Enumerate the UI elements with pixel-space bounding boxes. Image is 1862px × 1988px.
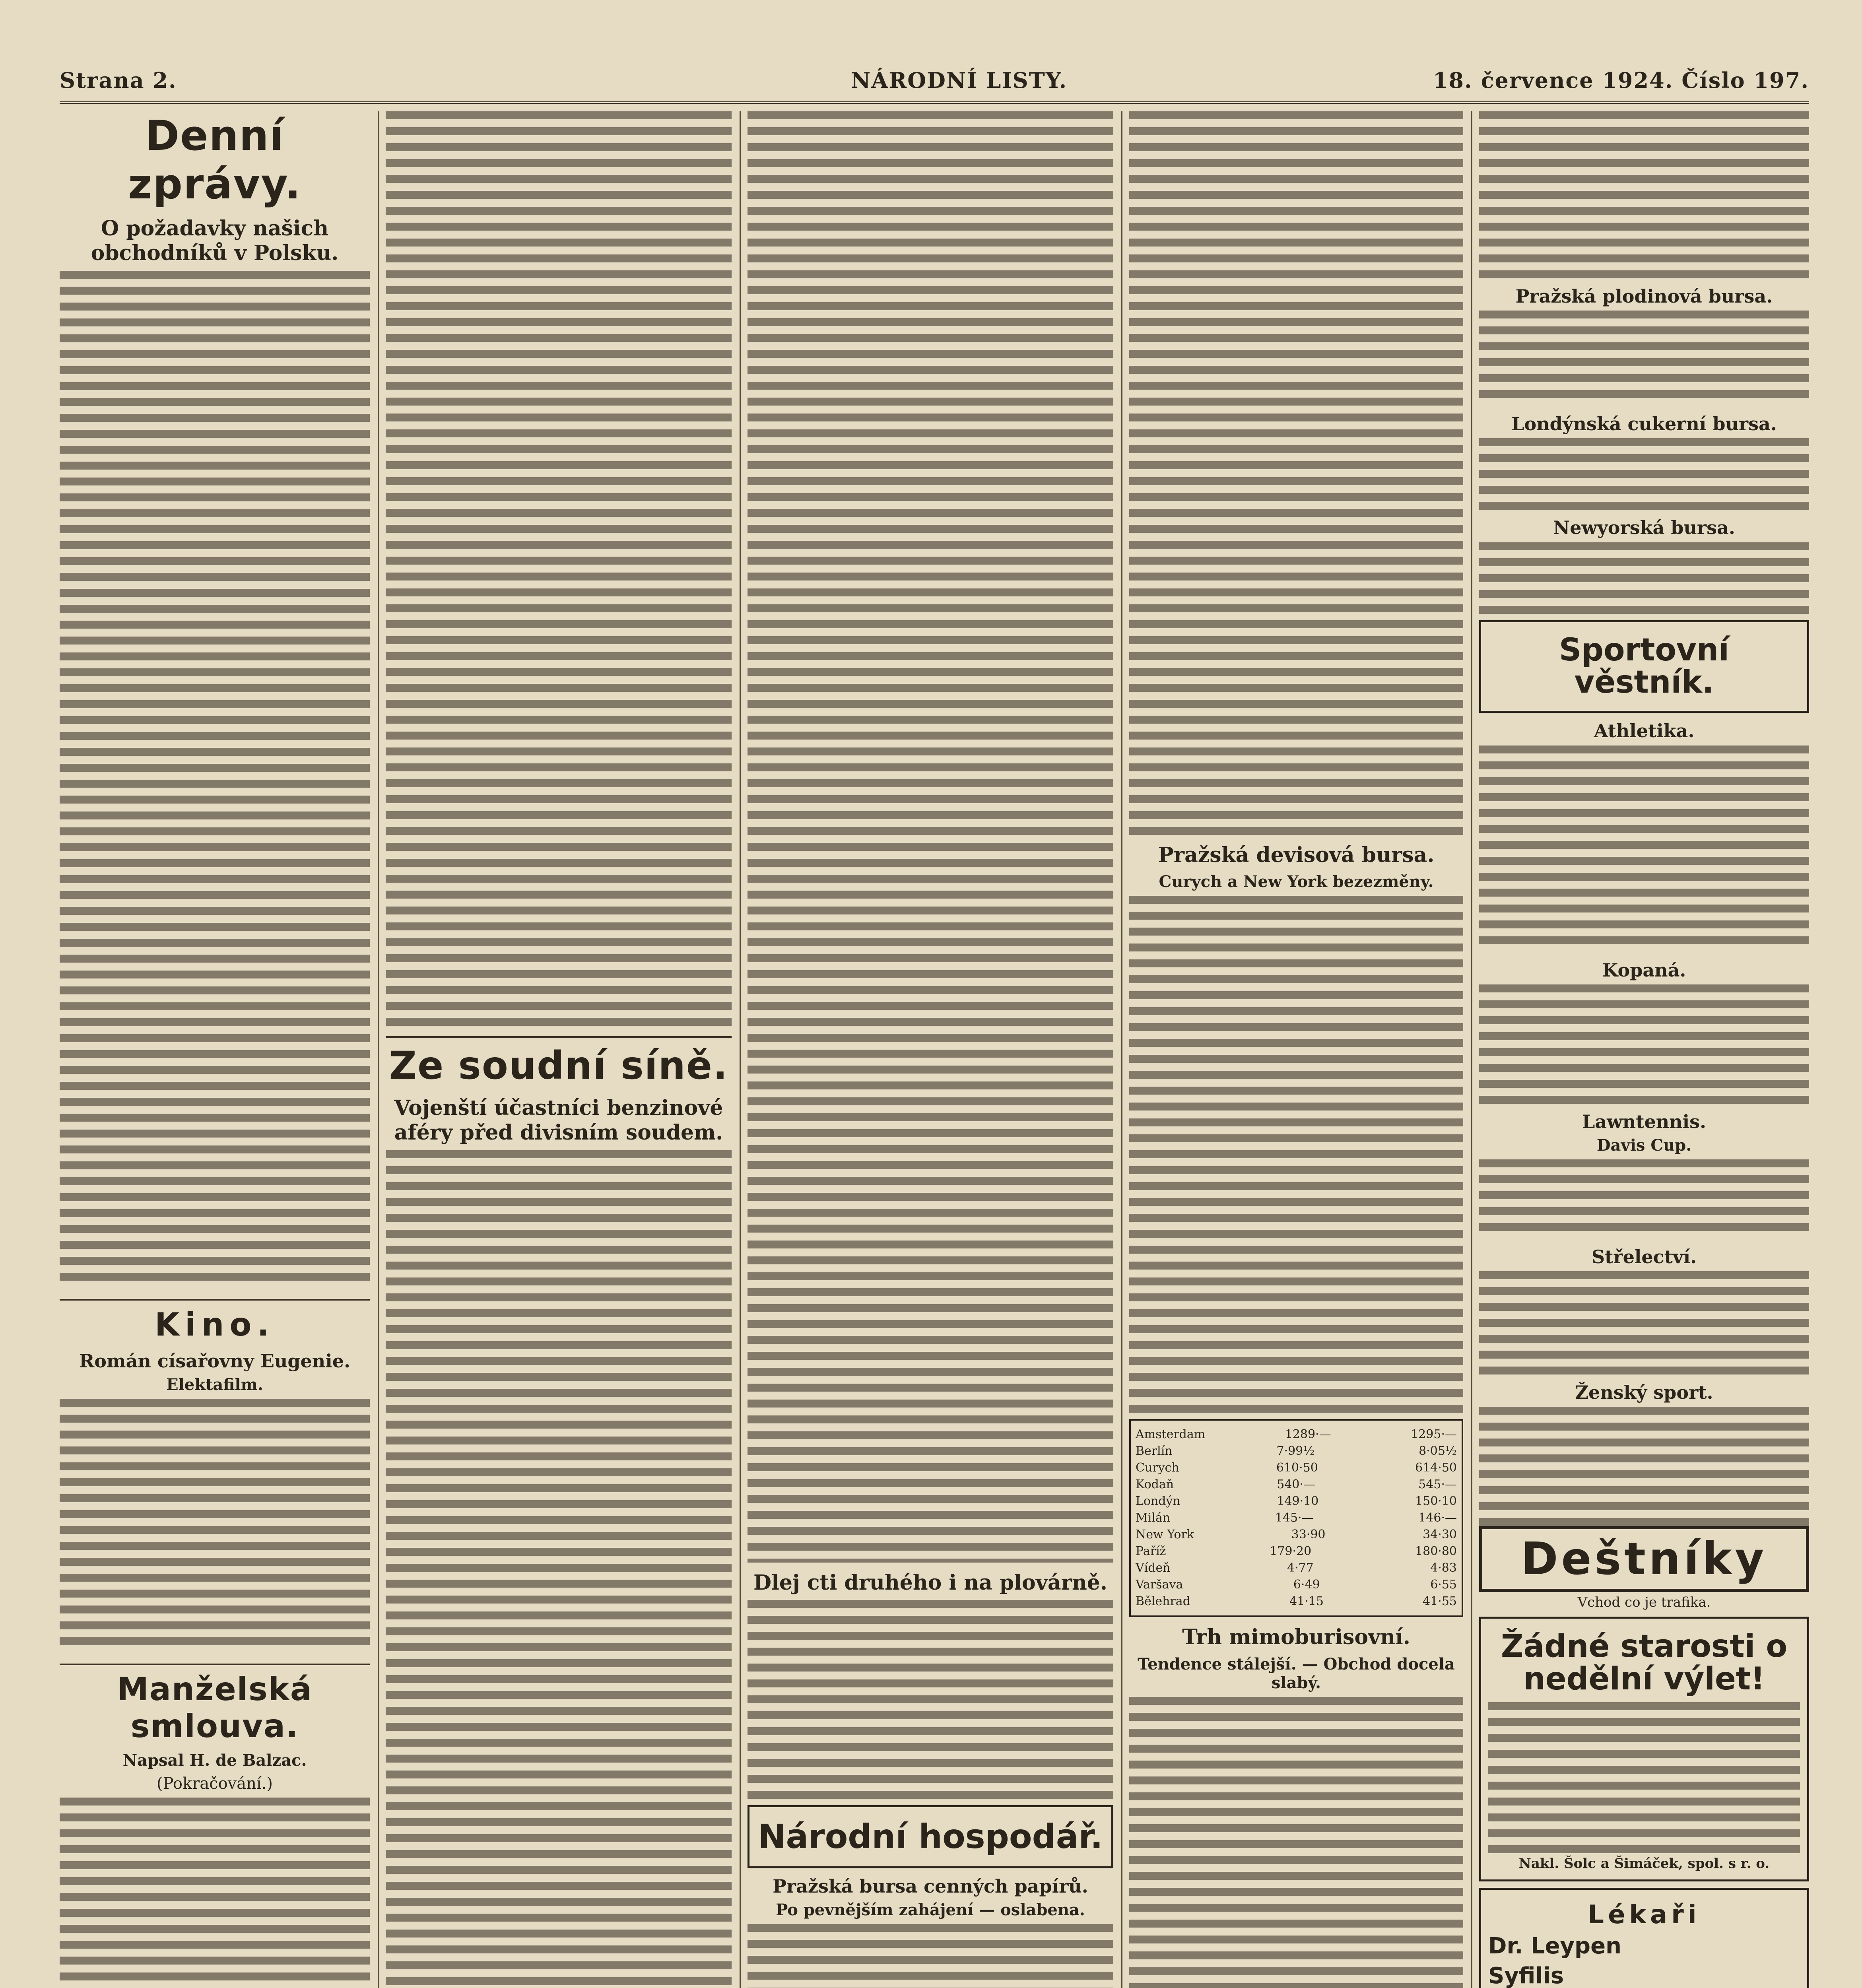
doctors-headline: Lékaři: [1588, 1900, 1701, 1930]
currency-name: New York: [1136, 1528, 1194, 1542]
advert-trip-box: [1479, 1617, 1809, 1881]
section-title-sport: Sportovní věstník.: [1559, 632, 1730, 701]
currency-row: [1131, 1560, 1462, 1576]
currency-sell: 34·30: [1423, 1528, 1457, 1542]
advert-umbrellas-tagline: Vchod co je trafika.: [1577, 1594, 1711, 1611]
economy-header-box: [748, 1805, 1113, 1868]
football-headline: Kopaná.: [1602, 959, 1686, 981]
doctor-syphilis: Syfilis: [1488, 1963, 1564, 1988]
currency-buy: 7·99½: [1276, 1444, 1315, 1458]
currency-name: Varšava: [1136, 1578, 1183, 1592]
bourse-subheadline: Po pevnějším zahájení — oslabena.: [776, 1900, 1085, 1919]
article-headline-swimming: Dlej cti druhého i na plovárně.: [753, 1571, 1107, 1595]
doctors-box: [1479, 1888, 1809, 1988]
feuilleton-author: Napsal H. de Balzac.: [122, 1751, 307, 1770]
offexchange-subheadline: Tendence stálejší. — Obchod docela slabý.: [1138, 1654, 1455, 1692]
currency-name: Vídeň: [1136, 1561, 1171, 1575]
bourse-headline: Pražská bursa cenných papírů.: [773, 1875, 1088, 1897]
currency-buy: 33·90: [1291, 1528, 1326, 1542]
section-title-economy: Národní hospodář.: [758, 1817, 1103, 1856]
currency-buy: 41·15: [1289, 1594, 1324, 1609]
currency-buy: 4·77: [1287, 1561, 1314, 1575]
column-5: [1479, 111, 1809, 1988]
currency-sell: 41·55: [1423, 1594, 1457, 1609]
currency-row: [1131, 1543, 1462, 1560]
column-3: [748, 111, 1113, 1988]
header-rule: [60, 101, 1809, 104]
column-text-top: [1129, 111, 1463, 835]
athletics-headline: Athletika.: [1594, 720, 1695, 742]
column-divider: [378, 111, 379, 1988]
currency-buy: 6·49: [1293, 1578, 1320, 1592]
feuilleton-body-text: [60, 1798, 370, 1988]
shooting-headline: Střelectví.: [1591, 1246, 1697, 1268]
cinema-subheadline: Elektafilm.: [166, 1375, 263, 1394]
tennis-text: [1479, 1159, 1809, 1239]
issue-date: 18. července 1924. Číslo 197.: [1433, 68, 1809, 93]
currency-sell: 8·05½: [1419, 1444, 1457, 1458]
page-header: [60, 64, 1809, 99]
column-text-top: [748, 111, 1113, 1563]
newyork-bourse-headline: Newyorská bursa.: [1553, 517, 1735, 539]
article-body-text: [60, 271, 370, 1289]
advert-trip-headline: Žádné starosti o nedělní výlet!: [1501, 1629, 1788, 1697]
currency-buy: 540·—: [1277, 1477, 1316, 1492]
currency-bourse-subheadline: Curych a New York bezezměny.: [1159, 872, 1434, 891]
cinema-body-text: [60, 1399, 370, 1653]
grain-bourse-headline: Pražská plodinová bursa.: [1515, 285, 1773, 307]
currency-name: Milán: [1136, 1511, 1171, 1525]
column-divider: [740, 111, 741, 1988]
section-divider: [60, 1664, 370, 1665]
tennis-subheadline: Davis Cup.: [1596, 1136, 1692, 1155]
sport-header-box: [1479, 620, 1809, 713]
advert-umbrellas: Deštníky: [1479, 1526, 1809, 1592]
advert-trip-text: [1488, 1702, 1800, 1853]
feuilleton-continued: (Pokračování.): [157, 1774, 273, 1793]
athletics-text: [1479, 746, 1809, 952]
paper-title: NÁRODNÍ LISTY.: [851, 68, 1068, 93]
column-divider: [1121, 111, 1122, 1988]
article-headline: O požadavky našich obchodníků v Polsku.: [91, 216, 339, 266]
newyork-bourse-text: [1479, 542, 1809, 614]
currency-name: Bělehrad: [1136, 1594, 1190, 1609]
football-text: [1479, 984, 1809, 1104]
currency-rates-table: [1129, 1419, 1463, 1617]
currency-buy: 179·20: [1270, 1544, 1312, 1559]
currency-sell: 6·55: [1430, 1578, 1457, 1592]
currency-bourse-headline: Pražská devisová bursa.: [1158, 843, 1435, 867]
currency-name: Paříž: [1136, 1544, 1166, 1559]
currency-sell: 614·50: [1415, 1461, 1457, 1475]
currency-name: Curych: [1136, 1461, 1179, 1475]
currency-body-text: [1129, 896, 1463, 1413]
currency-row: [1131, 1593, 1462, 1610]
column-text-top: [1479, 111, 1809, 278]
tennis-headline: Lawntennis.: [1582, 1110, 1706, 1132]
currency-name: Amsterdam: [1136, 1427, 1206, 1442]
section-title-daily-news: Denní zprávy.: [128, 111, 301, 208]
currency-sell: 180·80: [1415, 1544, 1457, 1559]
womens-sport-headline: Ženský sport.: [1575, 1382, 1713, 1404]
cinema-headline: Román císařovny Eugenie.: [79, 1350, 350, 1372]
currency-sell: 150·10: [1415, 1494, 1457, 1508]
section-title-court: Ze soudní síně.: [389, 1043, 728, 1088]
advert-trip-publisher: Nakl. Šolc a Šimáček, spol. s r. o.: [1518, 1856, 1770, 1872]
column-1: [60, 111, 370, 1988]
currency-name: Berlín: [1136, 1444, 1173, 1458]
currency-sell: 545·—: [1418, 1477, 1457, 1492]
currency-sell: 146·—: [1418, 1511, 1457, 1525]
currency-row: [1131, 1493, 1462, 1510]
currency-buy: 149·10: [1277, 1494, 1319, 1508]
currency-row: [1131, 1443, 1462, 1460]
currency-row: [1131, 1476, 1462, 1493]
swimming-body-text: [748, 1600, 1113, 1799]
bourse-body-text: [748, 1924, 1113, 1988]
shooting-text: [1479, 1271, 1809, 1375]
currency-buy: 145·—: [1275, 1511, 1314, 1525]
feuilleton-title: Manželská smlouva.: [117, 1670, 313, 1745]
column-2: [386, 111, 732, 1988]
currency-row: [1131, 1576, 1462, 1593]
section-title-cinema: Kino.: [155, 1306, 275, 1343]
section-divider: [60, 1299, 370, 1301]
currency-name: Londýn: [1136, 1494, 1180, 1508]
womens-sport-text: [1479, 1407, 1809, 1526]
grain-bourse-text: [1479, 311, 1809, 406]
sugar-bourse-text: [1479, 438, 1809, 510]
court-headline: Vojenští účastníci benzinové aféry před divisním soudem.: [394, 1096, 723, 1145]
sugar-bourse-headline: Londýnská cukerní bursa.: [1511, 413, 1777, 435]
currency-buy: 610·50: [1276, 1461, 1318, 1475]
column-divider: [1471, 111, 1472, 1988]
column-text-top: [386, 111, 732, 1026]
doctor-leypen: Dr. Leypen: [1488, 1933, 1621, 1959]
currency-row: [1131, 1526, 1462, 1543]
section-divider: [386, 1036, 732, 1038]
column-4: [1129, 111, 1463, 1988]
currency-sell: 4·83: [1430, 1561, 1457, 1575]
offexchange-headline: Trh mimoburisovní.: [1182, 1625, 1410, 1650]
court-body-text: [386, 1150, 732, 1988]
page-number: Strana 2.: [60, 68, 177, 93]
currency-sell: 1295·—: [1411, 1427, 1457, 1442]
currency-row: [1131, 1510, 1462, 1526]
offexchange-body-text: [1129, 1697, 1463, 1988]
currency-row: [1131, 1460, 1462, 1476]
currency-row: [1131, 1426, 1462, 1443]
currency-buy: 1289·—: [1285, 1427, 1331, 1442]
currency-name: Kodaň: [1136, 1477, 1174, 1492]
